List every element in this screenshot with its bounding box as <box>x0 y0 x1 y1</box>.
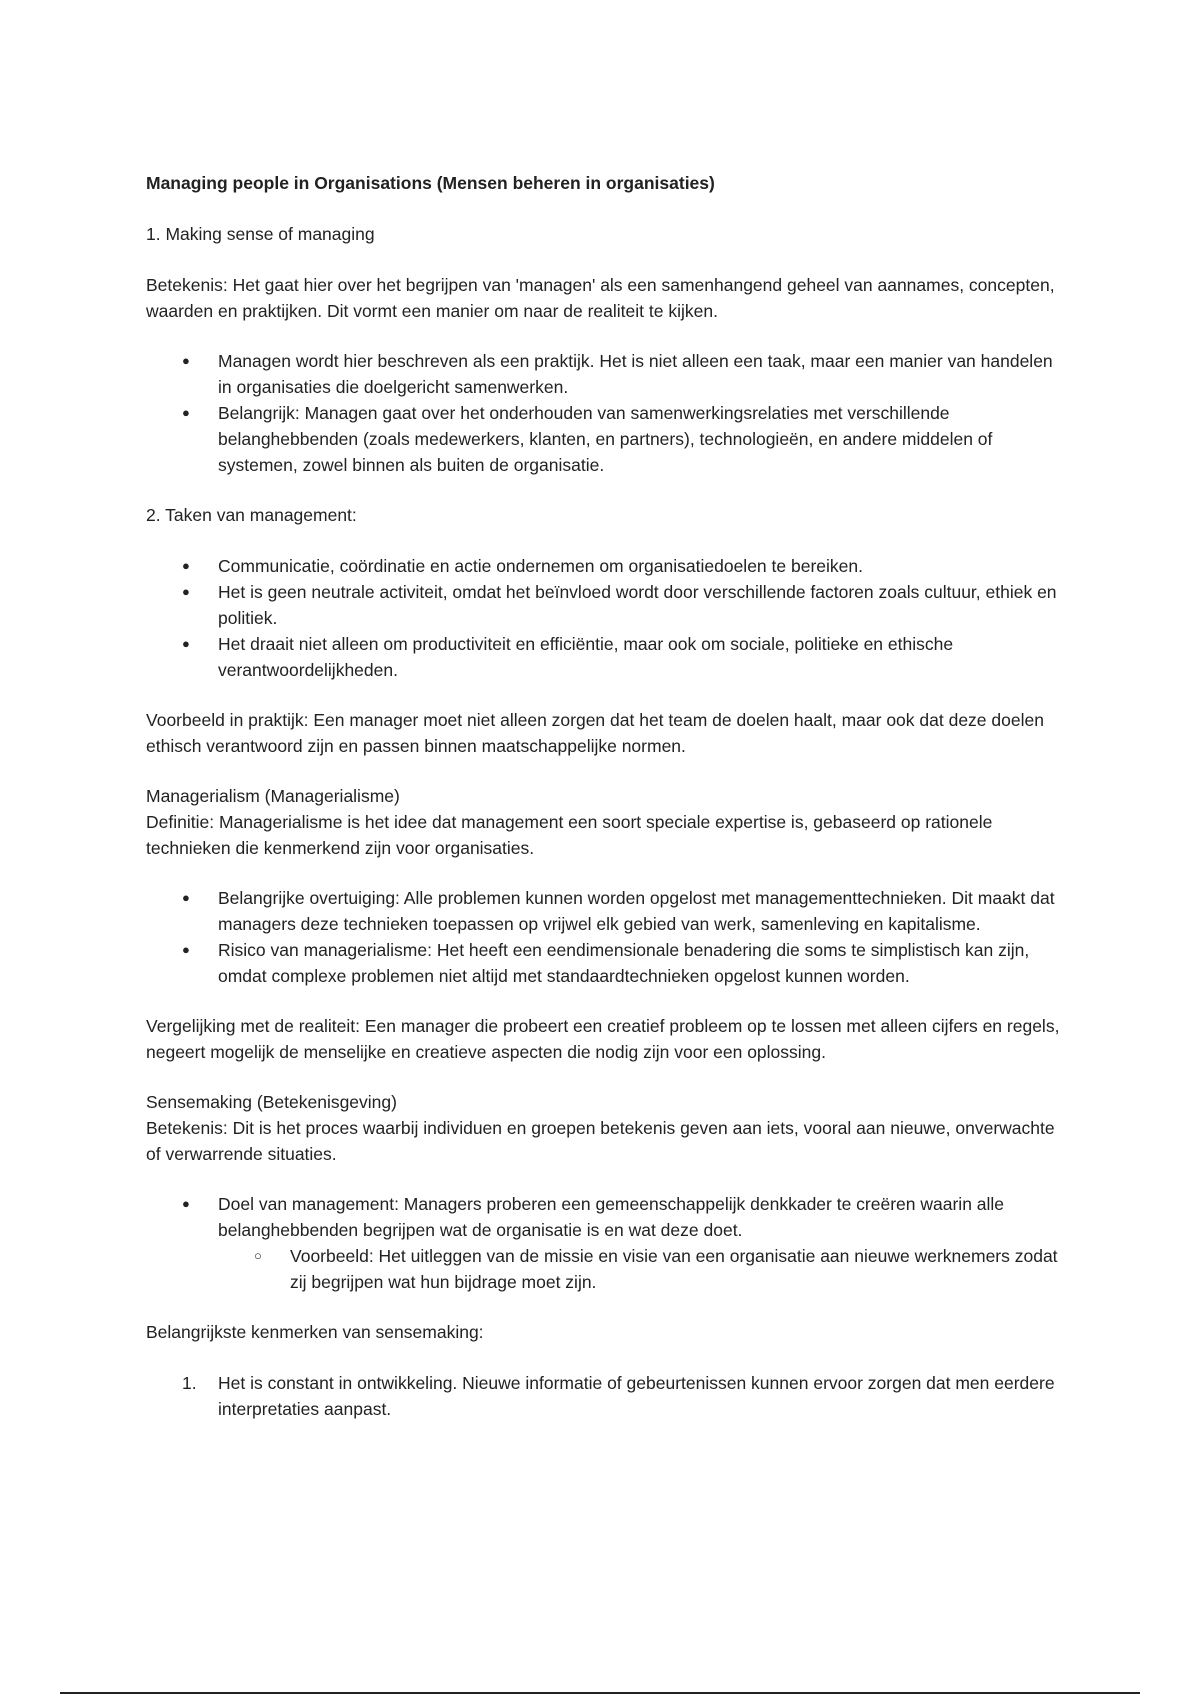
sensemaking-sub-bullets <box>218 1243 1066 1295</box>
managerialism-heading: Managerialism (Managerialisme) <box>146 786 400 806</box>
sub-list-item: ○ Voorbeeld: Het uitleggen van de missie en visie van een organisatie aan nieuwe werknemers zodat zij begrijpen wat hun bijdrage moet zijn. <box>218 1243 1066 1295</box>
section-2-heading: 2. Taken van management: <box>146 505 357 525</box>
footer-divider <box>60 1692 1140 1694</box>
document-page <box>146 170 1066 1446</box>
managerialism-definition: Definitie: Managerialisme is het idee dat management een soort speciale expertise is, gebaseerd op rationele technieken die kenmerkend zijn voor organisaties. <box>146 812 993 858</box>
section-1-meaning: Betekenis: Het gaat hier over het begrijpen van 'managen' als een samenhangend geheel van aannames, concepten, waarden en praktijken. Dit vormt een manier om naar de realiteit te kijken. <box>146 275 1055 321</box>
section-1-heading: 1. Making sense of managing <box>146 224 375 244</box>
sensemaking-bullets <box>146 1191 1066 1295</box>
numbered-item-marker: 1. <box>182 1373 197 1393</box>
section-2-bullets <box>146 553 1066 683</box>
document-title: Managing people in Organisations (Mensen beheren in organisaties) <box>146 173 715 193</box>
list-item: ● Managen wordt hier beschreven als een praktijk. Het is niet alleen een taak, maar een manier van handelen in organisaties die doelgericht samenwerken. <box>146 348 1066 400</box>
list-item: ● Belangrijk: Managen gaat over het onderhouden van samenwerkingsrelaties met verschillende belanghebbenden (zoals medewerkers, klanten, en partners), technologieën, en andere middelen of systemen, zowel binnen als buiten de organisatie. <box>146 400 1066 478</box>
list-item <box>146 1191 1066 1295</box>
numbered-item <box>146 1370 1066 1422</box>
managerialism-bullets <box>146 885 1066 989</box>
list-item: ● Het draait niet alleen om productiviteit en efficiëntie, maar ook om sociale, politieke en ethische verantwoordelijkheden. <box>146 631 1066 683</box>
list-item-text: Doel van management: Managers proberen een gemeenschappelijk denkkader te creëren waarin alle belanghebbenden begrijpen wat de organisatie is en wat deze doet. <box>218 1194 1005 1240</box>
sensemaking-heading: Sensemaking (Betekenisgeving) <box>146 1092 397 1112</box>
sensemaking-features <box>146 1370 1066 1422</box>
numbered-item-text: Het is constant in ontwikkeling. Nieuwe informatie of gebeurtenissen kunnen ervoor zorgen dat men eerdere interpretaties aanpast. <box>218 1373 1055 1419</box>
list-item: ● Het is geen neutrale activiteit, omdat het beïnvloed wordt door verschillende factoren zoals cultuur, ethiek en politiek. <box>146 579 1066 631</box>
managerialism-comparison: Vergelijking met de realiteit: Een manager die probeert een creatief probleem op te lossen met alleen cijfers en regels, negeert mogelijk de menselijke en creatieve aspecten die nodig zijn voor een oplossing. <box>146 1016 1060 1062</box>
list-item: ● Risico van managerialisme: Het heeft een eendimensionale benadering die soms te simplistisch kan zijn, omdat complexe problemen niet altijd met standaardtechnieken opgelost kunnen worden. <box>146 937 1066 989</box>
section-2-example: Voorbeeld in praktijk: Een manager moet niet alleen zorgen dat het team de doelen haalt, maar ook dat deze doelen ethisch verantwoord zijn en passen binnen maatschappelijke normen. <box>146 710 1044 756</box>
section-1-bullets <box>146 348 1066 478</box>
sensemaking-features-heading: Belangrijkste kenmerken van sensemaking: <box>146 1322 484 1342</box>
sensemaking-meaning: Betekenis: Dit is het proces waarbij individuen en groepen betekenis geven aan iets, vooral aan nieuwe, onverwachte of verwarrende situaties. <box>146 1118 1055 1164</box>
list-item: ● Belangrijke overtuiging: Alle problemen kunnen worden opgelost met managementtechnieken. Dit maakt dat managers deze technieken toepassen op vrijwel elk gebied van werk, samenleving en kapitalisme. <box>146 885 1066 937</box>
list-item: ● Communicatie, coördinatie en actie ondernemen om organisatiedoelen te bereiken. <box>146 553 1066 579</box>
